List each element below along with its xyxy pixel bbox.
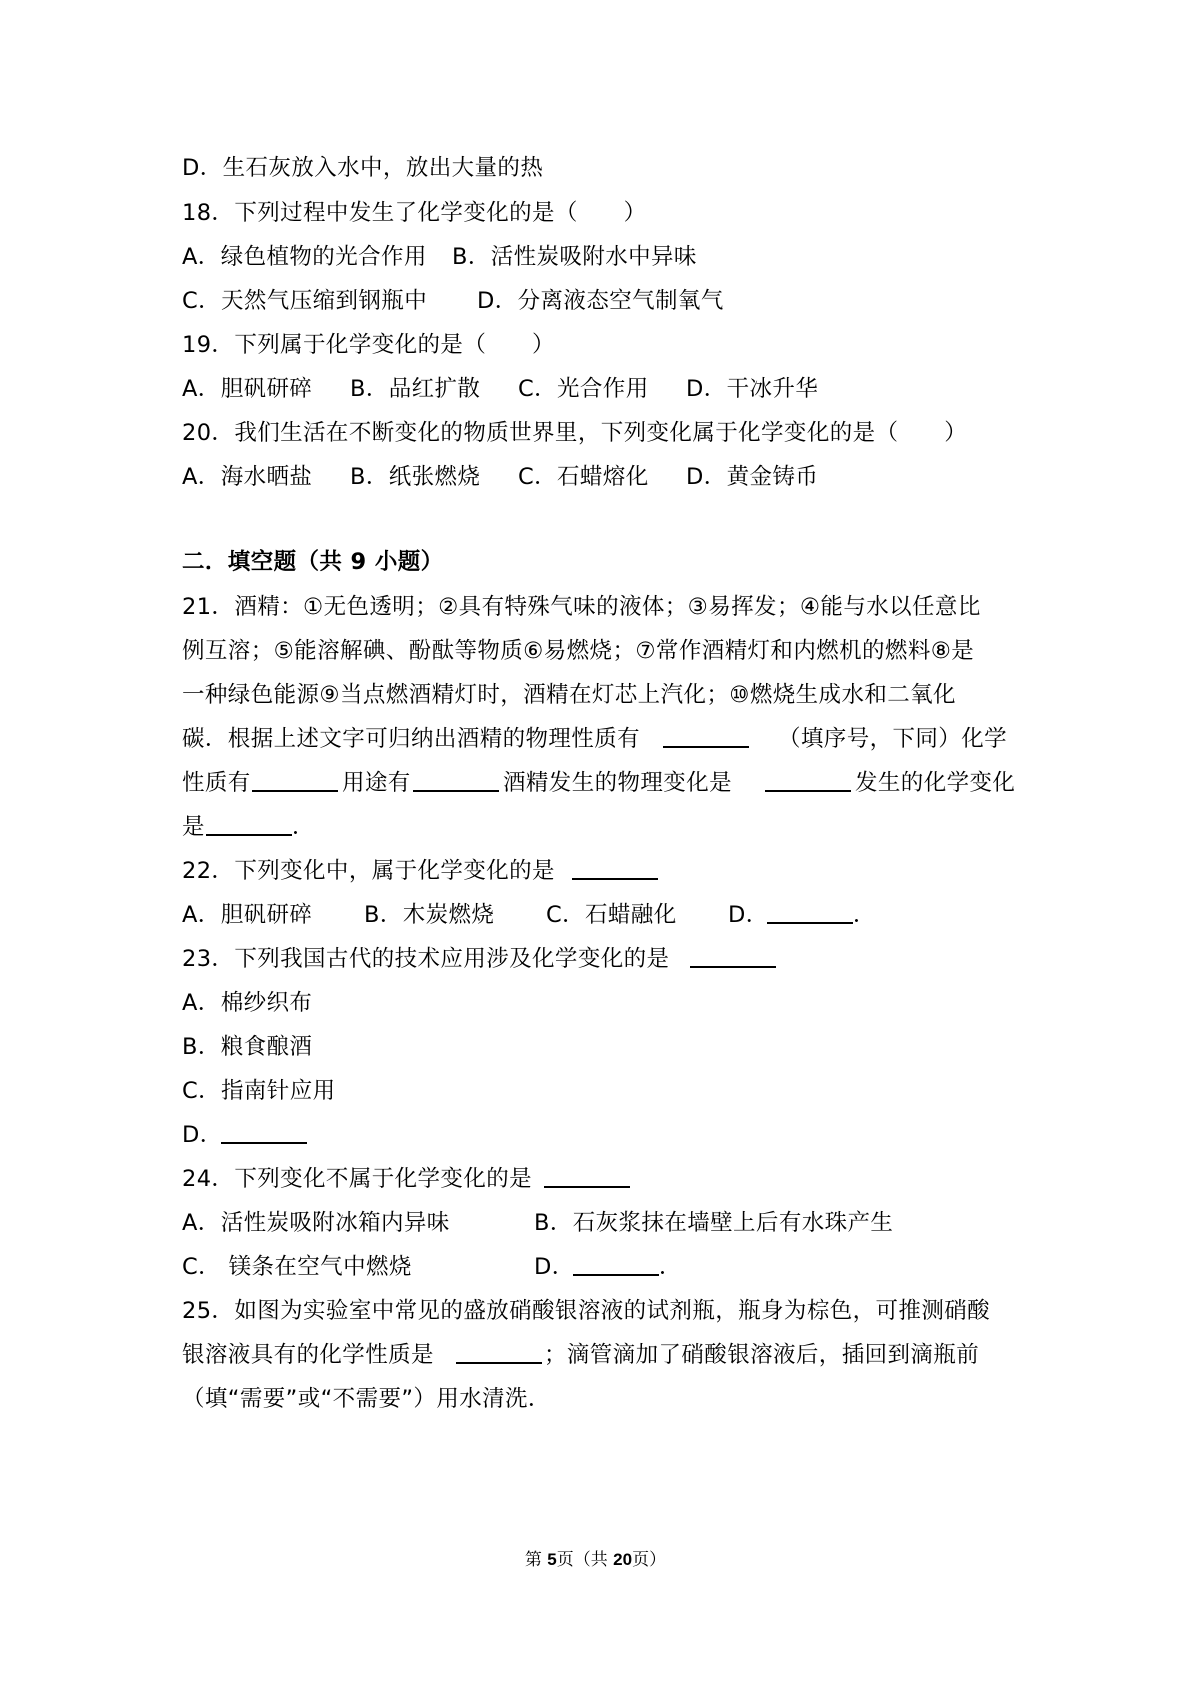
option-20b: B．纸张燃烧 [350,464,481,490]
question-21-text: （填序号，下同）化学 [778,726,1008,752]
option-19d: D．干冰升华 [686,376,819,402]
question-21-line1: 21．酒精：①无色透明；②具有特殊气味的液体；③易挥发；④能与水以任意比 [182,594,981,620]
question-24-text: 24．下列变化不属于化学变化的是 [182,1166,533,1192]
question-25-line1: 25．如图为实验室中常见的盛放硝酸银溶液的试剂瓶，瓶身为棕色，可推测硝酸 [182,1298,991,1324]
option-17d: D．生石灰放入水中，放出大量的热 [182,155,544,181]
option-24a: A．活性炭吸附冰箱内异味 [182,1210,450,1236]
answer-blank[interactable] [765,768,851,792]
footer-prefix: 第 [524,1550,548,1570]
option-19c: C．光合作用 [518,376,649,402]
option-24b: B．石灰浆抹在墙壁上后有水珠产生 [534,1210,894,1236]
question-18: 18．下列过程中发生了化学变化的是（ ） [182,200,647,226]
question-21-text: 酒精发生的物理变化是 [503,770,733,796]
option-18b: B．活性炭吸附水中异味 [452,244,697,270]
question-20: 20．我们生活在不断变化的物质世界里，下列变化属于化学变化的是（ ） [182,420,968,446]
footer-page-number: 5 [547,1550,557,1569]
question-21-text: 发生的化学变化 [855,770,1016,796]
question-21-text: 是 [182,814,205,840]
option-22a: A．胆矾研碎 [182,902,313,928]
answer-blank[interactable] [767,900,853,924]
option-23b: B．粮食酿酒 [182,1034,313,1060]
option-20d: D．黄金铸币 [686,464,819,490]
question-21-text: 用途有 [342,770,411,796]
footer-middle: 页（共 [556,1550,614,1570]
question-21-text: 性质有 [182,770,251,796]
question-23-text: 23．下列我国古代的技术应用涉及化学变化的是 [182,946,670,972]
option-20a: A．海水晒盐 [182,464,313,490]
answer-blank[interactable] [456,1340,542,1364]
footer-total-pages: 20 [613,1550,633,1569]
question-21-text: ． [292,814,315,840]
option-18a: A．绿色植物的光合作用 [182,244,427,270]
question-19: 19．下列属于化学变化的是（ ） [182,332,555,358]
answer-blank[interactable] [690,944,776,968]
question-25-line3: （填“需要”或“不需要”）用水清洗． [182,1386,551,1412]
option-18d: D．分离液态空气制氧气 [477,288,724,314]
question-25-text: ；滴管滴加了硝酸银溶液后，插回到滴瓶前 [544,1342,980,1368]
option-22b: B．木炭燃烧 [364,902,495,928]
option-24c: C． 镁条在空气中燃烧 [182,1254,412,1280]
page-footer [0,1548,1191,1572]
option-20c: C．石蜡熔化 [518,464,649,490]
question-22-text: 22．下列变化中，属于化学变化的是 [182,858,555,884]
question-21-line2: 例互溶；⑤能溶解碘、酚酞等物质⑥易燃烧；⑦常作酒精灯和内燃机的燃料⑧是 [182,638,975,664]
section-2-heading: 二．填空题（共 9 小题） [182,549,444,575]
option-22c: C．石蜡融化 [546,902,677,928]
answer-blank[interactable] [221,1120,307,1144]
option-24d-end: ． [659,1254,682,1280]
question-21-line3: 一种绿色能源⑨当点燃酒精灯时，酒精在灯芯上汽化；⑩燃烧生成水和二氧化 [182,682,956,708]
option-22d: D． [728,902,769,928]
option-19a: A．胆矾研碎 [182,376,313,402]
option-23c: C．指南针应用 [182,1078,336,1104]
question-21-text: 碳．根据上述文字可归纳出酒精的物理性质有 [182,726,641,752]
answer-blank[interactable] [413,768,499,792]
answer-blank[interactable] [252,768,338,792]
option-22d-end: ． [853,902,876,928]
question-25-text: 银溶液具有的化学性质是 [182,1342,434,1368]
option-24d: D． [534,1254,575,1280]
answer-blank[interactable] [544,1164,630,1188]
option-23d: D． [182,1122,223,1148]
option-19b: B．品红扩散 [350,376,481,402]
answer-blank[interactable] [663,724,749,748]
answer-blank[interactable] [572,856,658,880]
option-23a: A．棉纱织布 [182,990,313,1016]
footer-suffix: 页） [632,1550,667,1570]
answer-blank[interactable] [573,1252,659,1276]
option-18c: C．天然气压缩到钢瓶中 [182,288,428,314]
answer-blank[interactable] [206,812,292,836]
